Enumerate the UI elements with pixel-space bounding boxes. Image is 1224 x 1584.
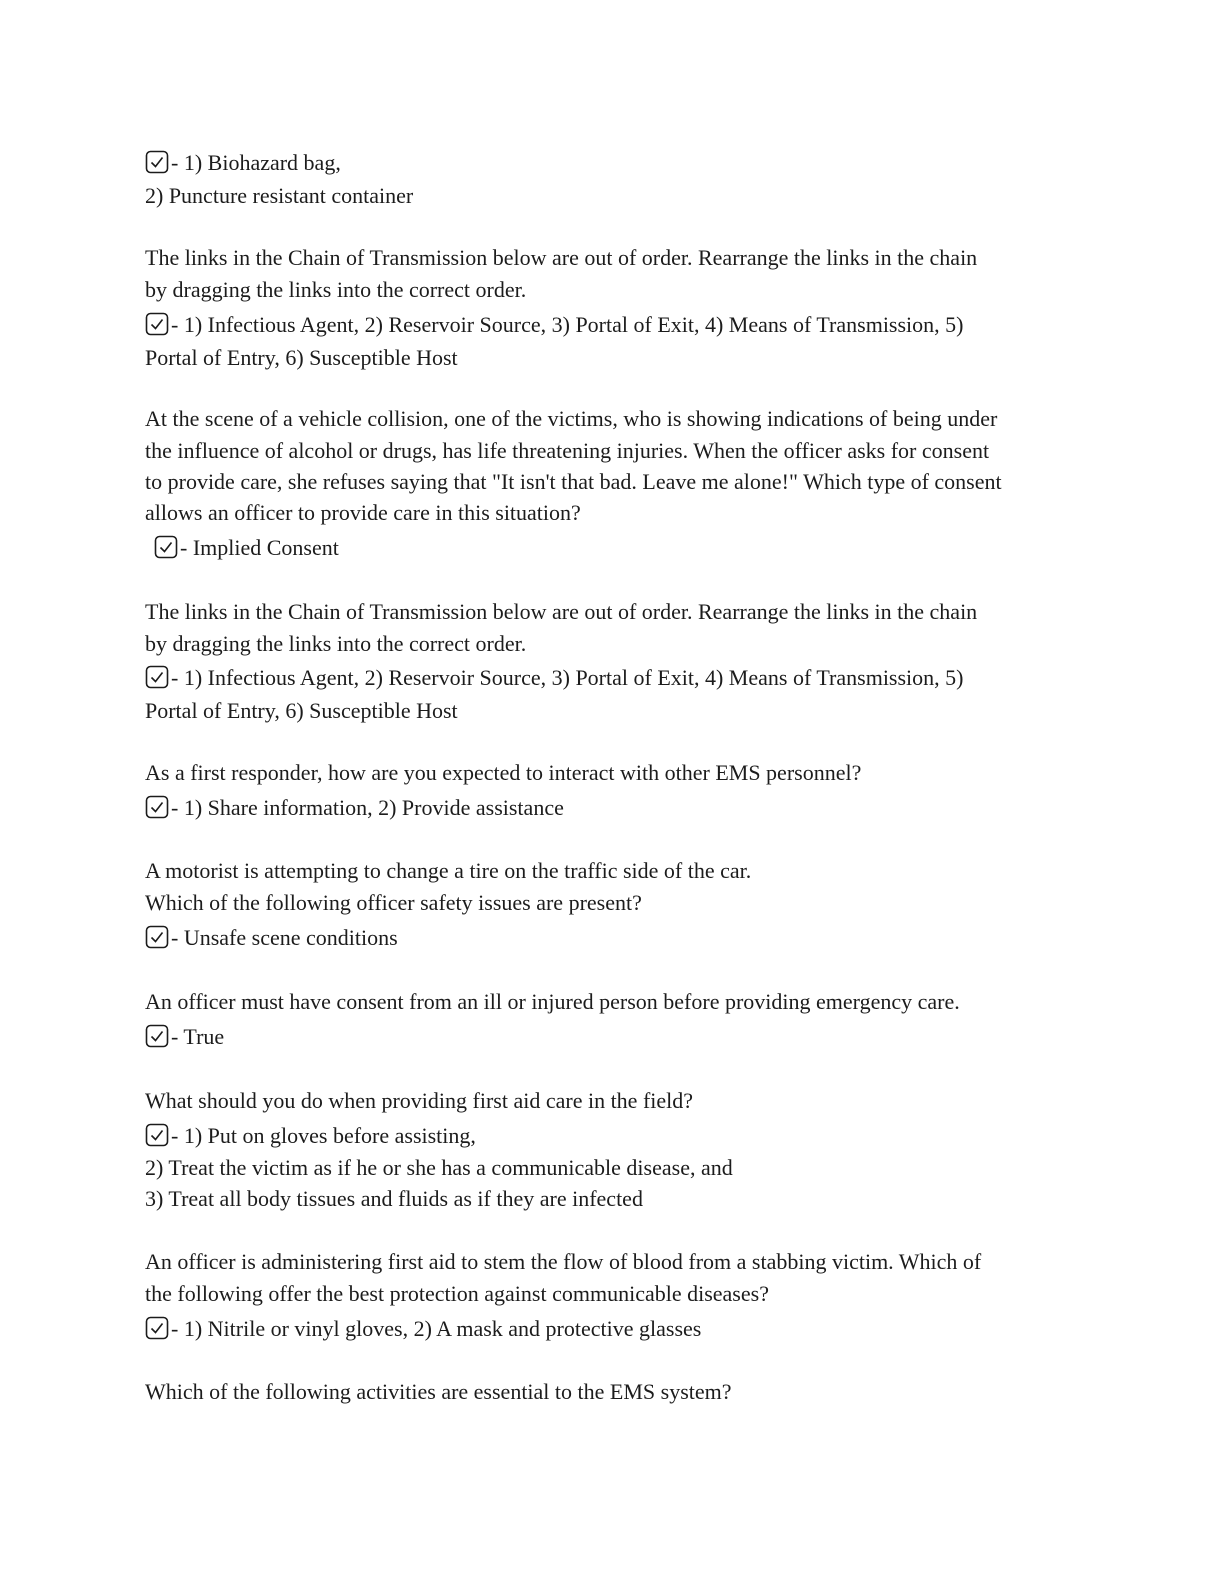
checkbox-icon [154, 535, 178, 559]
checkbox-icon [145, 312, 169, 336]
question-line: What should you do when providing first aid care in the field? [145, 1088, 694, 1113]
checkbox-icon [145, 665, 169, 689]
question-line: An officer is administering first aid to stem the flow of blood from a stabbing victim. Which of [145, 1249, 982, 1274]
answer-line: - Unsafe scene conditions [145, 922, 398, 954]
checkbox-icon [145, 925, 169, 949]
question-line: the following offer the best protection against communicable diseases? [145, 1281, 769, 1306]
question-line: allows an officer to provide care in this situation? [145, 500, 581, 525]
question-line: Which of the following officer safety issues are present? [145, 890, 642, 915]
question-line: At the scene of a vehicle collision, one of the victims, who is showing indications of being under [145, 406, 998, 431]
checkbox-icon [145, 795, 169, 819]
question-line: An officer must have consent from an ill or injured person before providing emergency care. [145, 989, 960, 1014]
checkbox-icon [145, 1123, 169, 1147]
answer-line: Portal of Entry, 6) Susceptible Host [145, 698, 458, 723]
answer-line: - 1) Infectious Agent, 2) Reservoir Source, 3) Portal of Exit, 4) Means of Transmission, 5) [145, 309, 964, 341]
answer-line: 3) Treat all body tissues and fluids as if they are infected [145, 1186, 643, 1211]
question-line: The links in the Chain of Transmission below are out of order. Rearrange the links in the chain [145, 245, 978, 270]
checkbox-icon [145, 1316, 169, 1340]
answer-line: - 1) Share information, 2) Provide assistance [145, 792, 564, 824]
answer-line: - True [145, 1021, 224, 1053]
answer-line: 2) Puncture resistant container [145, 183, 414, 208]
question-line: The links in the Chain of Transmission below are out of order. Rearrange the links in the chain [145, 599, 978, 624]
answer-line: - 1) Nitrile or vinyl gloves, 2) A mask and protective glasses [145, 1313, 701, 1345]
answer-line: - 1) Biohazard bag, [145, 147, 341, 179]
question-line: A motorist is attempting to change a tire on the traffic side of the car. [145, 858, 752, 883]
question-line: by dragging the links into the correct order. [145, 277, 527, 302]
question-line: the influence of alcohol or drugs, has life threatening injuries. When the officer asks for consent [145, 438, 990, 463]
checkbox-icon [145, 150, 169, 174]
answer-line: - Implied Consent [154, 532, 339, 564]
checkbox-icon [145, 1024, 169, 1048]
answer-line: - 1) Infectious Agent, 2) Reservoir Source, 3) Portal of Exit, 4) Means of Transmission, 5) [145, 662, 964, 694]
answer-line: 2) Treat the victim as if he or she has a communicable disease, and [145, 1155, 733, 1180]
question-line: by dragging the links into the correct order. [145, 631, 527, 656]
answer-line: Portal of Entry, 6) Susceptible Host [145, 345, 458, 370]
question-line: As a first responder, how are you expected to interact with other EMS personnel? [145, 760, 862, 785]
question-line: to provide care, she refuses saying that "It isn't that bad. Leave me alone!" Which type of consent [145, 469, 1002, 494]
answer-line: - 1) Put on gloves before assisting, [145, 1120, 476, 1152]
question-line: Which of the following activities are essential to the EMS system? [145, 1379, 732, 1404]
